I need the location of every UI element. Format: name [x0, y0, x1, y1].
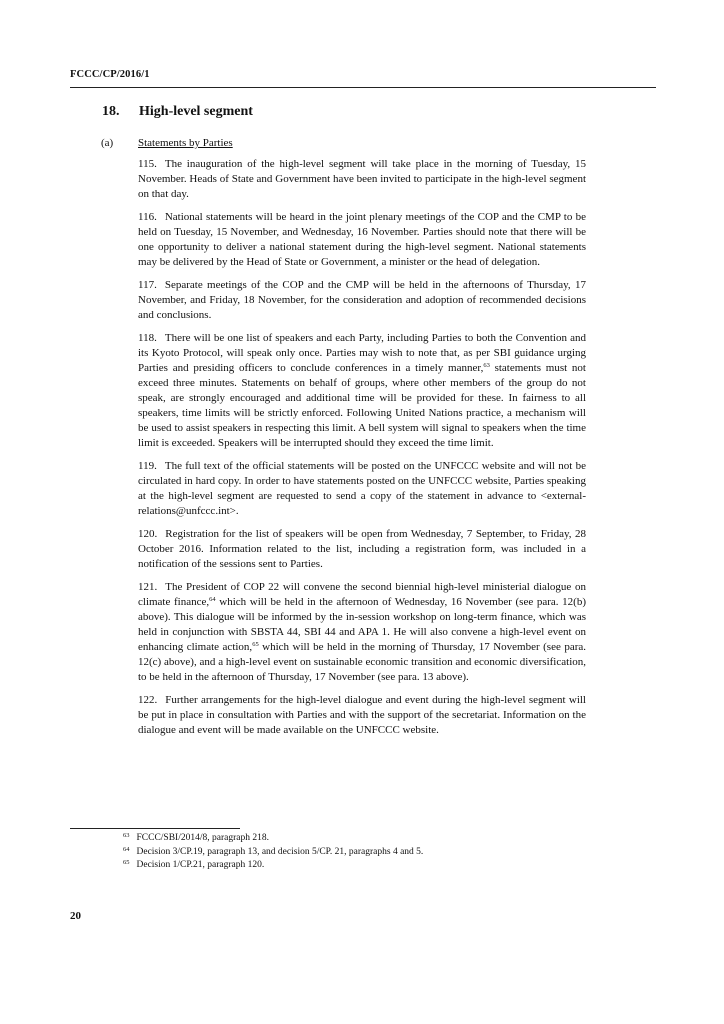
- footnote-number: 63: [123, 832, 130, 839]
- paragraph-text: The President of COP 22 will convene the second biennial high-level ministerial dialogue on climate finance,: [138, 580, 586, 608]
- paragraph-text: There will be one list of speakers and each Party, including Parties to both the Convention and its Kyoto Protocol, will speak only once. Parties may wish to note that, as per SBI guidance urging Parties and presiding officers to conclude conferences in a timely manner,: [138, 331, 586, 374]
- paragraph-list: [138, 157, 586, 746]
- paragraph-number: 117.: [138, 278, 157, 291]
- paragraph-text: National statements will be heard in the joint plenary meetings of the COP and the CMP to be held on Tuesday, 15 November, and Wednesday, 16 November. Parties should note that there will be one opportunity to deliver a national statement during the high-level segment. National statements may be delivered by the Head of State or Government, a minister or the head of delegation.: [138, 210, 586, 269]
- paragraph-number: 121.: [138, 580, 158, 593]
- footnote-ref-65[interactable]: 65: [252, 641, 259, 649]
- subsection-title: Statements by Parties: [138, 137, 233, 149]
- paragraph-text: Separate meetings of the COP and the CMP will be held in the afternoons of Thursday, 17 November, and Friday, 18 November, for the consideration and adoption of recommended decisions and conclusions.: [138, 278, 586, 322]
- paragraph-119: [138, 459, 586, 519]
- paragraph-text-cont: statements must not exceed three minutes. Statements on behalf of groups, where other members of the group do not speak, are strongly encouraged and additional time will be provided for these. In fairness to all speakers, time limits will be strictly enforced. Following United Nations practice, a mechanism will be used to assist speakers in respecting this limit. A bell system will signal to speakers when the time limit is exceeded. Speakers will be interrupted should they exceed the time limit.: [138, 361, 586, 450]
- paragraph-text: Registration for the list of speakers will be open from Wednesday, 7 September, to Friday, 28 October 2016. Information related to the list, including a registration form, was included in a notification of the sessions sent to Parties.: [138, 528, 586, 571]
- section-number: 18.: [102, 104, 120, 119]
- footnote-63: [123, 832, 423, 846]
- footnote-ref-64[interactable]: 64: [209, 596, 216, 603]
- section-title: High-level segment: [139, 104, 253, 119]
- subsection-heading: [101, 137, 233, 149]
- paragraph-118: [138, 331, 586, 452]
- paragraph-117: [138, 278, 586, 323]
- paragraph-122: [138, 693, 586, 738]
- footnote-text: Decision 3/CP.19, paragraph 13, and decision 5/CP. 21, paragraphs 4 and 5.: [136, 846, 424, 857]
- paragraph-number: 122.: [138, 694, 158, 707]
- paragraph-text-cont: which will be held in the morning of Thursday, 17 November (see para. 12(c) above), and a high-level event on sustainable economic transition and economic diversification, to be held in the afternoon of Thursday, 17 November (see para. 13 above).: [138, 641, 586, 684]
- paragraph-number: 116.: [138, 210, 157, 223]
- footnote-list: [123, 832, 423, 873]
- paragraph-number: 118.: [138, 331, 157, 344]
- paragraph-text: The inauguration of the high-level segment will take place in the morning of Tuesday, 15 November. Heads of State and Government have been invited to participate in the high-level segment on that day.: [138, 158, 586, 201]
- footnote-ref-63[interactable]: 63: [483, 361, 490, 369]
- header-divider: [70, 87, 656, 88]
- footnote-number: 65: [123, 859, 130, 866]
- subsection-letter: (a): [101, 137, 114, 149]
- footnote-text: Decision 1/CP.21, paragraph 120.: [136, 860, 265, 870]
- section-heading: [102, 104, 253, 120]
- paragraph-text-cont: which will be held in the afternoon of Wednesday, 16 November (see para. 12(b) above). This dialogue will be informed by the in-session workshop on long-term finance, which was held in conjunction with SBSTA 44, SBI 44 and APA 1. He will also convene a high-level event on enhancing climate action,: [138, 596, 586, 654]
- paragraph-116: [138, 210, 586, 270]
- paragraph-number: 120.: [138, 528, 158, 541]
- footnote-divider: [70, 828, 240, 829]
- paragraph-121: [138, 580, 586, 686]
- footnote-64: [123, 846, 423, 860]
- paragraph-number: 119.: [138, 460, 157, 473]
- paragraph-text: Further arrangements for the high-level dialogue and event during the high-level segment will be put in place in consultation with Parties and with the support of the secretariat. Information on the dialogue and event will be made available on the UNFCCC website.: [138, 694, 586, 737]
- footnote-number: 64: [123, 845, 130, 853]
- paragraph-120: [138, 527, 586, 572]
- paragraph-text: The full text of the official statements will be posted on the UNFCCC website and will not be circulated in hard copy. In order to have statements posted on the UNFCCC website, Parties speaking at the high-level segment are requested to send a copy of the statement in advance to <external-relations@unfccc.int>.: [138, 460, 586, 518]
- paragraph-115: [138, 157, 586, 202]
- page-number: 20: [70, 910, 81, 922]
- document-symbol: FCCC/CP/2016/1: [70, 69, 150, 80]
- footnote-text: FCCC/SBI/2014/8, paragraph 218.: [136, 833, 269, 843]
- paragraph-number: 115.: [138, 158, 157, 170]
- footnote-65: [123, 859, 423, 873]
